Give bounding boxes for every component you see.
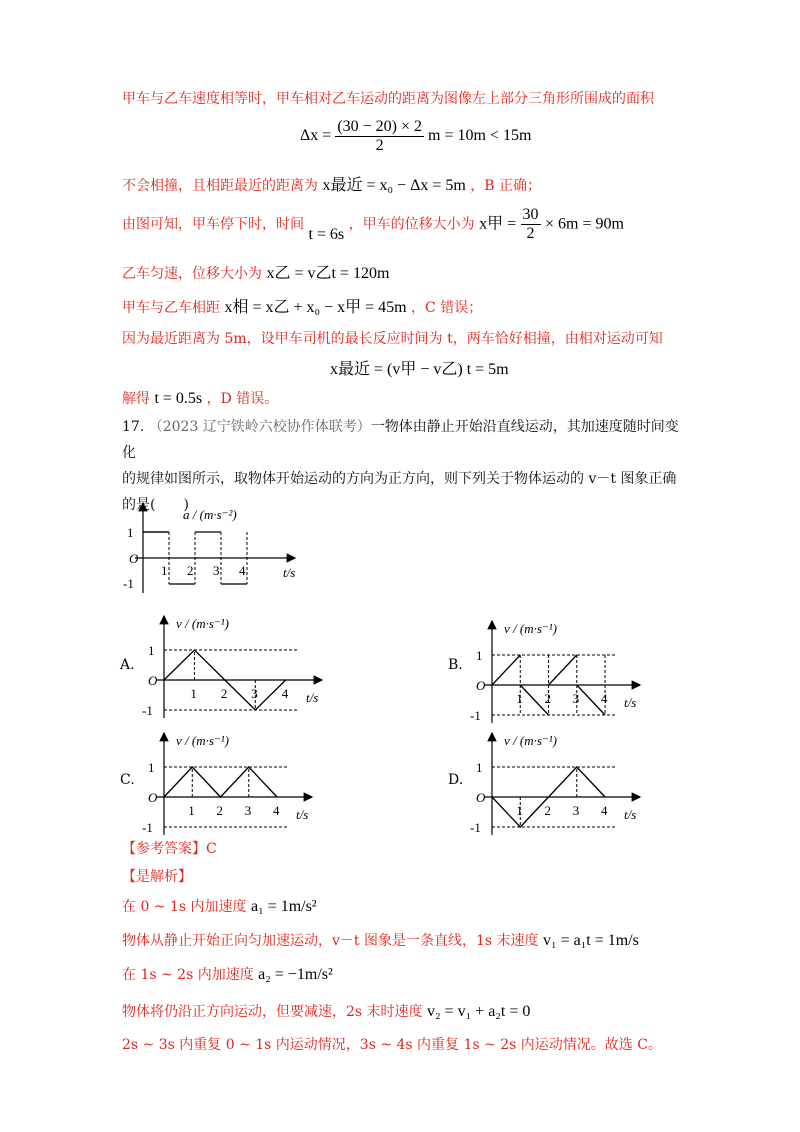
answer-l1-math: a₁ = 1m/s² xyxy=(250,898,317,915)
a-ylabel: a / (m·s⁻²) xyxy=(183,507,237,522)
option-c-graph[interactable] xyxy=(140,727,330,835)
v-xtick-2: 2 xyxy=(544,691,552,706)
acceleration-time-graph xyxy=(115,495,315,600)
line3-fraction xyxy=(521,206,541,243)
question-text-1: 一物体由静止开始沿直线运动，其加速度随时间变化 xyxy=(122,419,679,461)
v-xtick-4: 4 xyxy=(601,691,608,706)
line5-post: ，C 错误； xyxy=(411,300,483,316)
answer-l4-text: 物体将仍沿正方向运动，但要减速，2s 末时速度 xyxy=(122,1004,423,1020)
v-xtick-3: 3 xyxy=(244,803,252,818)
solution-line-1: 甲车与乙车速度相等时，甲车相对乙车运动的距离为图像左上部分三角形所围成的面积 xyxy=(122,91,654,107)
question-text-3: 的是( ) xyxy=(122,497,189,513)
v-xlabel: t/s xyxy=(624,807,637,822)
v-origin: O xyxy=(148,673,158,688)
solution-line-6: 因为最近距离为 5m，设甲车司机的最长反应时间为 t，两车恰好相撞，由相对运动可知 xyxy=(122,331,663,347)
a-xtick-2: 2 xyxy=(187,563,194,578)
v-xtick-2: 2 xyxy=(216,803,224,818)
v-ytick-1: 1 xyxy=(476,760,483,775)
a-xtick-4: 4 xyxy=(239,563,246,578)
line8-text: 解得 xyxy=(122,391,150,407)
answer-l3-text: 在 1s ~ 2s 内加速度 xyxy=(122,967,254,983)
line5-math: x相 = x乙 + x₀ − x甲 = 45m xyxy=(224,299,407,316)
answer-l2-text: 物体从静止开始正向匀加速运动，v－t 图象是一条直线，1s 末速度 xyxy=(122,933,539,949)
question-line-1 xyxy=(122,414,692,466)
solution-line-3 xyxy=(122,206,624,243)
answer-label: 【参考答案】C xyxy=(122,841,217,857)
line4-text: 乙车匀速，位移大小为 xyxy=(122,266,262,282)
v-xtick-4: 4 xyxy=(281,686,289,701)
answer-line-1 xyxy=(122,896,317,916)
solution-line-7: x最近 = (v甲 − v乙) t = 5m xyxy=(330,361,509,378)
v-line xyxy=(164,767,277,797)
v-origin: O xyxy=(148,790,158,805)
v-segment-3 xyxy=(549,655,577,685)
v-ytick-1: 1 xyxy=(148,643,155,658)
equation-delta-x xyxy=(300,118,531,155)
v-ytick-neg1: -1 xyxy=(142,703,153,718)
a-ytick-1: 1 xyxy=(127,525,134,540)
line4-math: x乙 = v乙t = 120m xyxy=(266,265,390,282)
line3-frac-num: 30 xyxy=(522,206,539,223)
solution-line-5 xyxy=(122,294,482,317)
v-xtick-3: 3 xyxy=(572,691,580,706)
v-xtick-1: 1 xyxy=(190,686,197,701)
v-ytick-neg1: -1 xyxy=(470,708,481,723)
v-ylabel: v / (m·s⁻¹) xyxy=(176,733,229,748)
v-ylabel: v / (m·s⁻¹) xyxy=(176,616,229,631)
question-text-2: 的规律如图所示，取物体开始运动的方向为正方向，则下列关于物体运动的 v－t 图象正确 xyxy=(122,471,677,487)
v-xtick-1: 1 xyxy=(516,803,523,818)
v-xlabel: t/s xyxy=(296,807,309,822)
question-source: （2023 辽宁铁岭六校协作体联考） xyxy=(148,419,371,435)
v-xtick-2: 2 xyxy=(544,803,552,818)
option-d-label: D. xyxy=(448,772,464,788)
option-a-label: A. xyxy=(120,657,135,673)
v-ytick-neg1: -1 xyxy=(470,820,481,835)
line2-post: ，B 正确； xyxy=(470,178,542,194)
answer-line-5: 2s ~ 3s 内重复 0 ~ 1s 内运动情况，3s ~ 4s 内重复 1s ~ 2s 内运动情况。故选 C。 xyxy=(122,1037,662,1053)
v-xtick-1: 1 xyxy=(188,803,195,818)
option-d-graph[interactable] xyxy=(468,727,658,835)
v-xtick-3: 3 xyxy=(251,686,258,701)
option-a-graph[interactable] xyxy=(140,610,340,720)
line3-math2-left: x甲 = xyxy=(479,215,517,233)
line2-text: 不会相撞，且相距最近的距离为 xyxy=(122,178,318,194)
v-segment-1 xyxy=(492,655,520,685)
v-ylabel: v / (m·s⁻¹) xyxy=(504,621,557,636)
answer-l4-math: v₂ = v₁ + a₂t = 0 xyxy=(427,1003,531,1020)
answer-line-3 xyxy=(122,964,333,984)
v-ytick-1: 1 xyxy=(148,760,155,775)
analysis-label: 【是解析】 xyxy=(122,869,192,885)
option-b-label: B. xyxy=(448,657,463,673)
answer-l1-text: 在 0 ~ 1s 内加速度 xyxy=(122,899,247,915)
a-xtick-3: 3 xyxy=(213,563,220,578)
answer-line-4 xyxy=(122,1001,530,1021)
a-xlabel: t/s xyxy=(283,565,296,580)
answer-l3-math: a₂ = −1m/s² xyxy=(258,966,333,983)
question-number: 17. xyxy=(122,419,145,435)
solution-line-2 xyxy=(122,172,541,195)
line2-math: x最近 = x₀ − Δx = 5m xyxy=(322,177,466,194)
eq-left: Δx = xyxy=(300,127,332,145)
v-xtick-2: 2 xyxy=(220,686,228,701)
option-b-graph[interactable] xyxy=(468,615,658,723)
v-origin: O xyxy=(476,790,486,805)
eq-fraction xyxy=(335,118,424,155)
a-ytick-neg1: -1 xyxy=(123,576,134,591)
v-xtick-1: 1 xyxy=(516,691,523,706)
v-ytick-neg1: -1 xyxy=(142,820,153,835)
line3-mid: ，甲车的位移大小为 xyxy=(348,216,475,233)
v-ylabel: v / (m·s⁻¹) xyxy=(504,733,557,748)
line3-frac-den: 2 xyxy=(526,225,535,242)
option-c-label: C. xyxy=(120,772,135,788)
eq-denominator: 2 xyxy=(375,137,384,154)
eq-numerator: (30 − 20) × 2 xyxy=(337,118,423,135)
v-xlabel: t/s xyxy=(306,690,319,705)
line5-text: 甲车与乙车相距 xyxy=(122,300,220,316)
a-xtick-1: 1 xyxy=(161,563,168,578)
v-xtick-4: 4 xyxy=(601,803,608,818)
eq-right: m = 10m < 15m xyxy=(428,127,532,145)
a-origin: O xyxy=(129,551,139,566)
v-xtick-4: 4 xyxy=(273,803,280,818)
v-ytick-1: 1 xyxy=(476,648,483,663)
line3-math2-right: × 6m = 90m xyxy=(545,215,624,233)
line3-text: 由图可知，甲车停下时，时间 xyxy=(122,216,304,233)
v-origin: O xyxy=(476,678,486,693)
line8-math: t = 0.5s xyxy=(154,390,203,407)
v-xlabel: t/s xyxy=(624,695,637,710)
v-xtick-3: 3 xyxy=(572,803,580,818)
answer-line-2 xyxy=(122,930,639,950)
solution-line-8 xyxy=(122,388,278,408)
line8-post: ，D 错误。 xyxy=(206,391,279,407)
solution-line-4 xyxy=(122,260,389,283)
answer-l2-math: v₁ = a₁t = 1m/s xyxy=(542,932,639,949)
line3-math1: t = 6s xyxy=(308,225,345,243)
